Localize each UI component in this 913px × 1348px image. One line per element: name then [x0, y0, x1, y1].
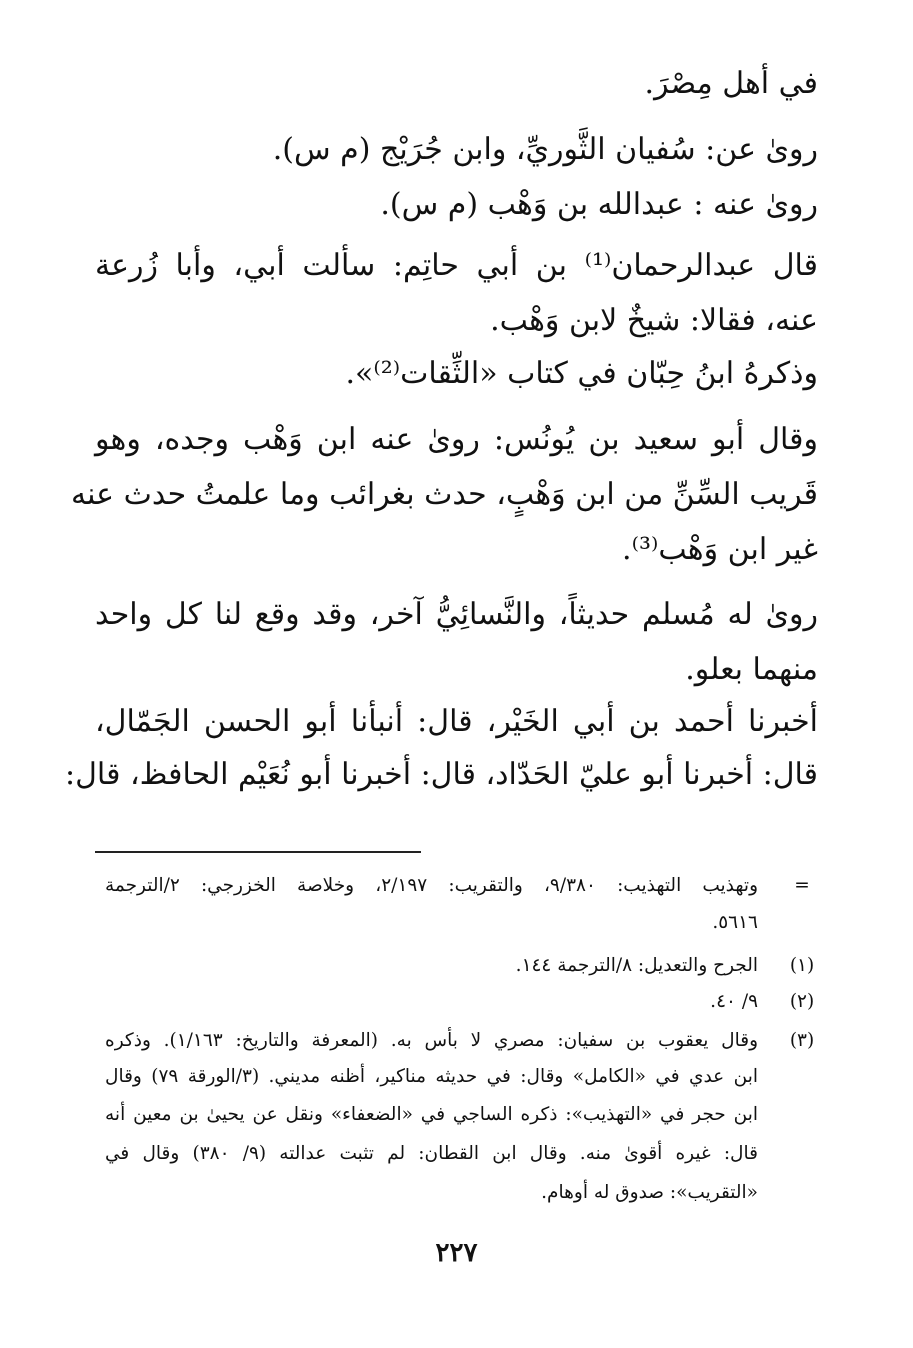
- footnote-mark: (٣): [789, 1030, 815, 1051]
- footnote-line: ٩/ ٤٠.: [710, 991, 758, 1012]
- body-line-4: قال عبدالرحمان⁽¹⁾ بن أبي حاتِم: سألت أبي، وأبا زُرعة: [95, 248, 819, 283]
- body-line-5: عنه، فقالا: شيخٌ لابن وَهْب.: [490, 303, 818, 338]
- body-line-10: روىٰ له مُسلم حديثاً، والنَّسائِيُّ آخر، وقد وقع لنا كل واحد: [95, 597, 818, 632]
- footnote-line: ٥٦١٦.: [712, 912, 758, 933]
- footnote-mark: (١): [789, 955, 815, 976]
- body-line-1: في أهل مِصْرَ.: [644, 66, 818, 101]
- footnote-line: وقال يعقوب بن سفيان: مصري لا بأس به. (المعرفة والتاريخ: ١/١٦٣). وذكره: [105, 1030, 759, 1051]
- footnote-line: قال: غيره أقوىٰ منه. وقال ابن القطان: لم تثبت عدالته (٩/ ٣٨٠) وقال في: [105, 1143, 758, 1164]
- body-line-13: قال: أخبرنا أبو عليّ الحَدّاد، قال: أخبرنا أبو نُعَيْم الحافظ، قال:: [65, 757, 818, 792]
- body-line-3: روىٰ عنه : عبدالله بن وَهْب (م س).: [380, 187, 818, 222]
- body-line-6: وذكرهُ ابنُ حِبّان في كتاب «الثِّقات⁽²⁾».: [345, 356, 818, 391]
- body-line-9: غير ابن وَهْب⁽³⁾.: [622, 532, 818, 567]
- page-number: ٢٢٧: [435, 1238, 478, 1268]
- body-line-12: أخبرنا أحمد بن أبي الخَيْر، قال: أنبأنا أبو الحسن الجَمّال،: [95, 704, 818, 739]
- footnote-mark: =: [794, 875, 810, 896]
- footnote-mark: (٢): [789, 991, 815, 1012]
- footnote-separator: [95, 851, 421, 853]
- footnote-line: ابن حجر في «التهذيب»: ذكره الساجي في «الضعفاء» ونقل عن يحيىٰ بن معين أنه: [105, 1104, 758, 1125]
- body-line-7: وقال أبو سعيد بن يُونُس: روىٰ عنه ابن وَهْب وجده، وهو: [95, 422, 818, 457]
- footnote-line: الجرح والتعديل: ٨/الترجمة ١٤٤.: [515, 955, 758, 976]
- body-line-8: قَريب السِّنِّ من ابن وَهْبٍ، حدث بغرائب وما علمتُ حدث عنه: [71, 477, 818, 512]
- body-line-11: منهما بعلو.: [685, 652, 818, 687]
- footnote-line: ابن عدي في «الكامل» وقال: في حديثه مناكير، أظنه مديني. (٣/الورقة ٧٩) وقال: [105, 1066, 758, 1087]
- body-line-2: روىٰ عن: سُفيان الثَّوريِّ، وابن جُرَيْج (م س).: [272, 132, 818, 167]
- footnote-line: «التقريب»: صدوق له أوهام.: [541, 1182, 758, 1203]
- footnote-line: وتهذيب التهذيب: ٩/٣٨٠، والتقريب: ٢/١٩٧، وخلاصة الخزرجي: ٢/الترجمة: [105, 875, 759, 896]
